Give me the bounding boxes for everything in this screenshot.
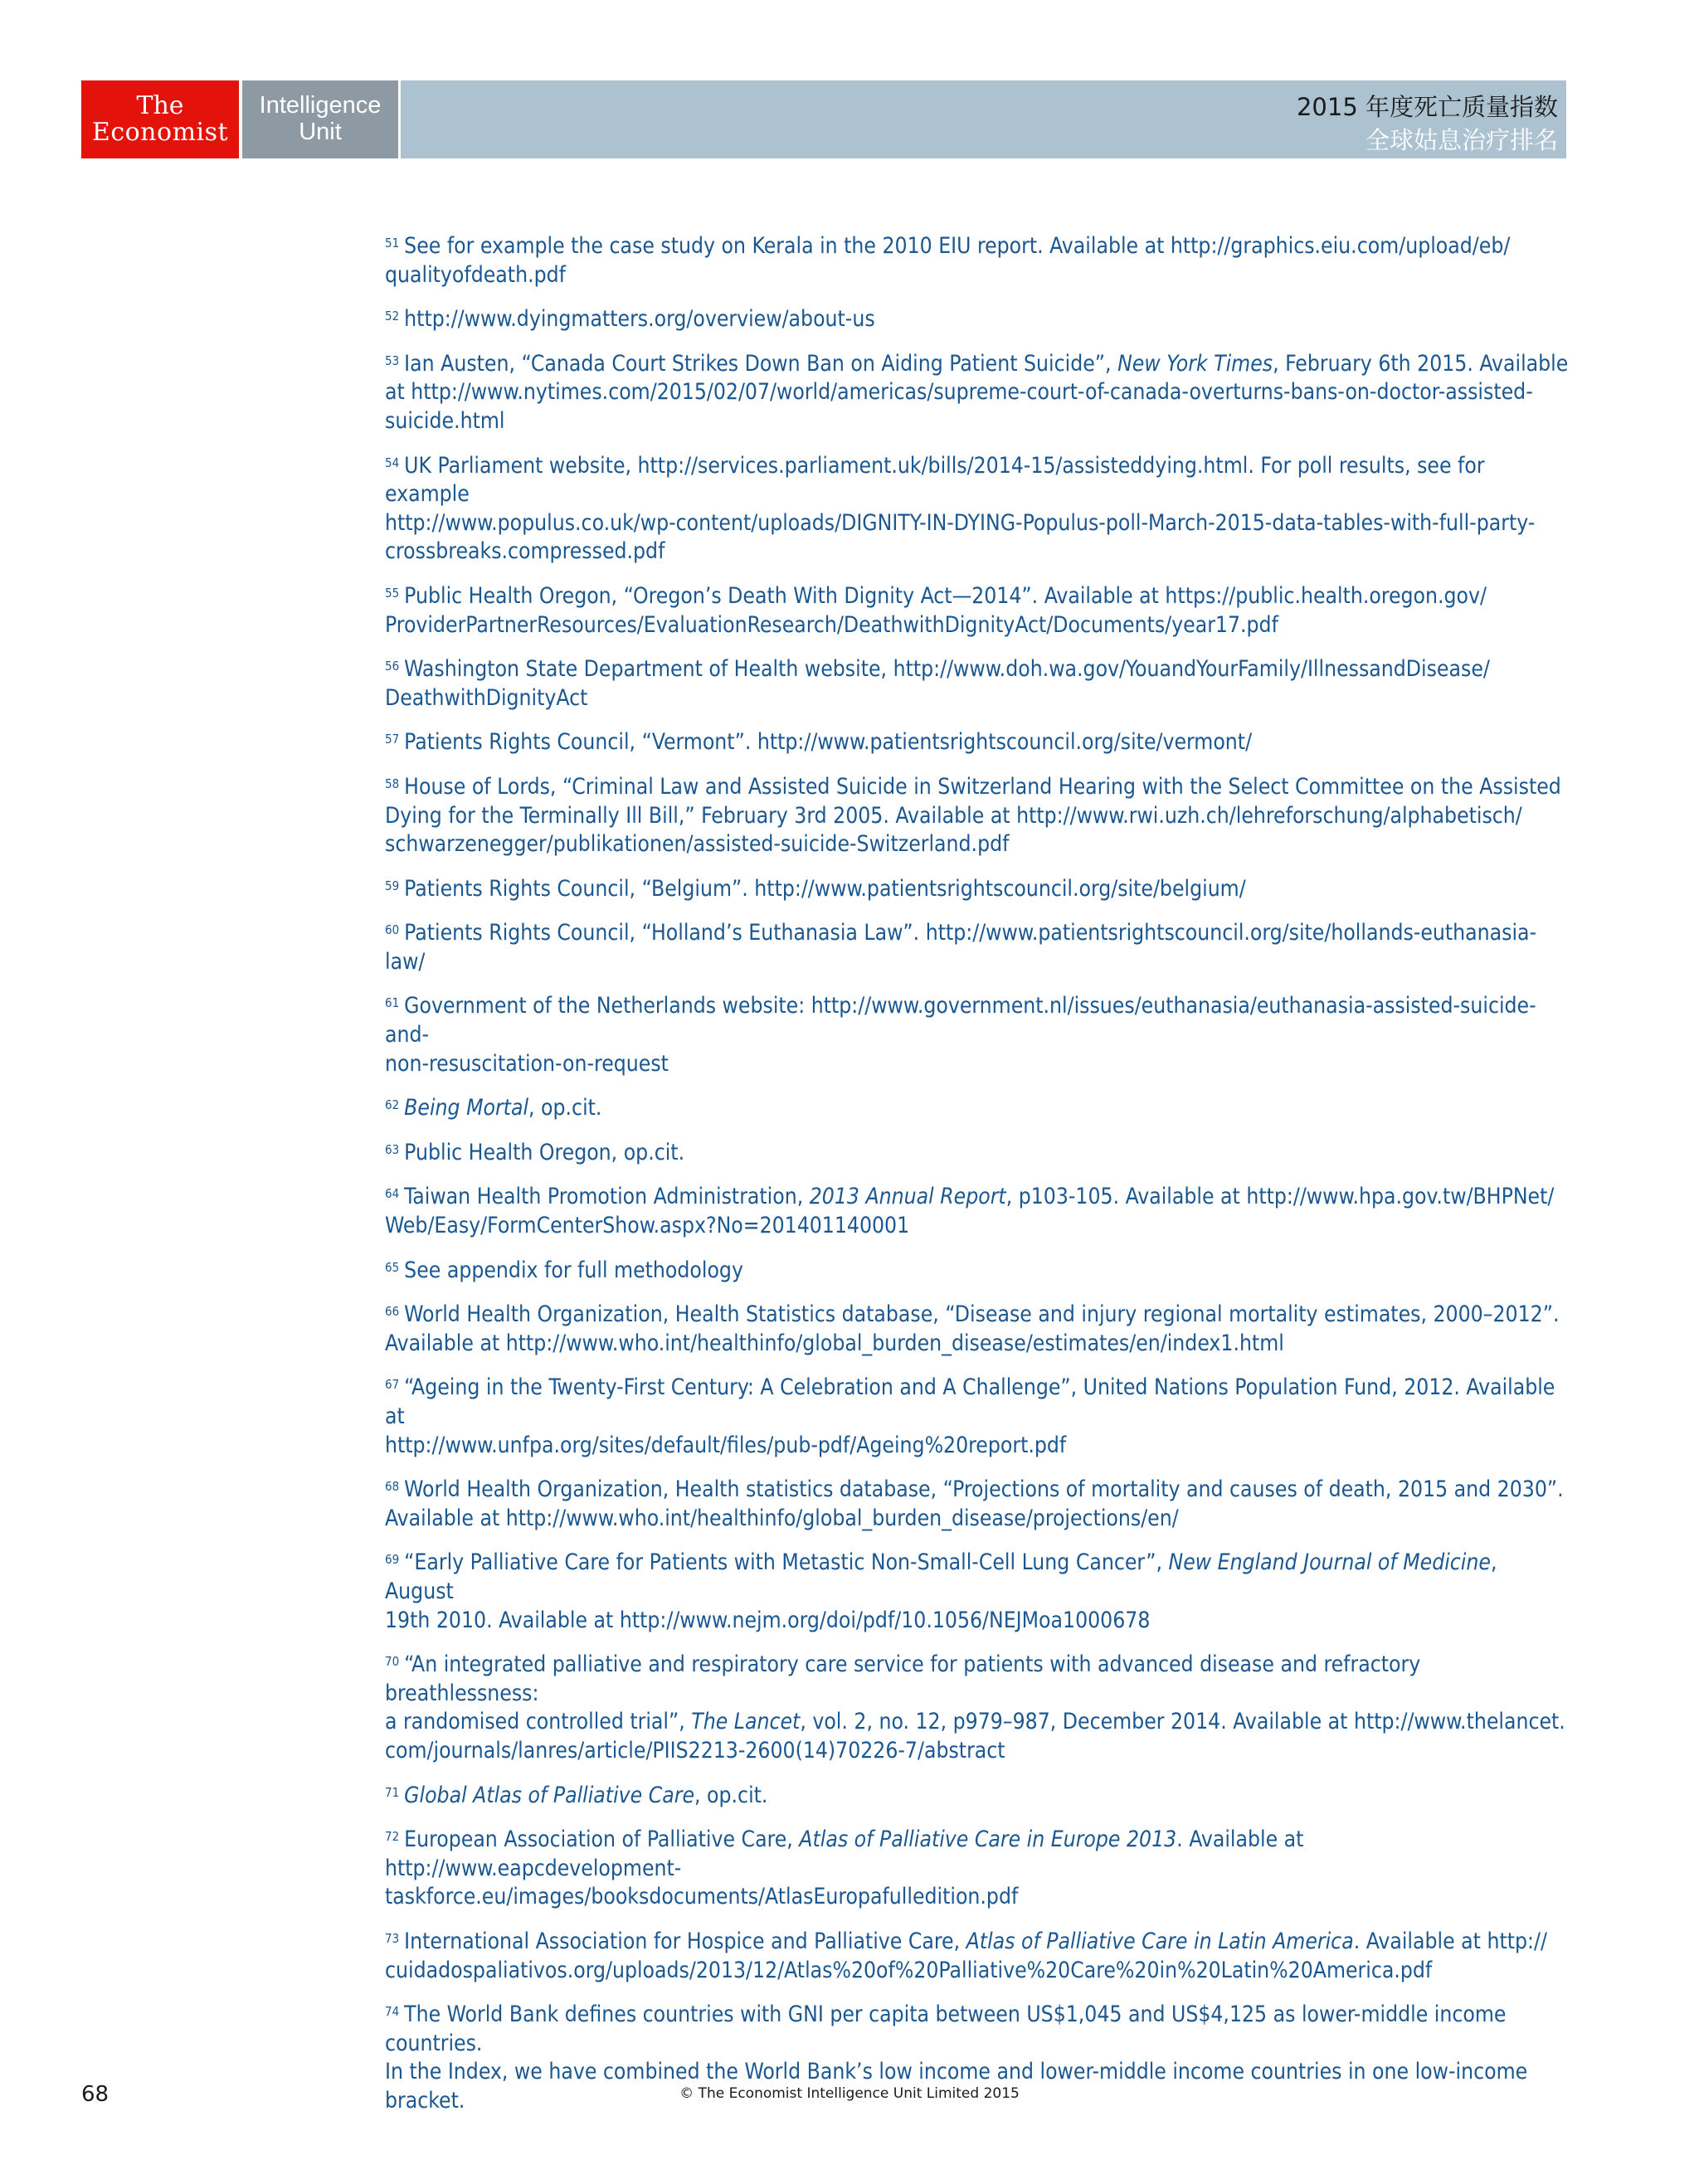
- endnote-text: http://www.populus.co.uk/wp-content/uploads/DIGNITY-IN-DYING-Populus-poll-March-2015-data-tables-with-full-party-: [385, 510, 1536, 536]
- endnote-text: http://www.unfpa.org/sites/default/files/pub-pdf/Ageing%20report.pdf: [385, 1432, 1067, 1458]
- endnote-text: Government of the Netherlands website: http://www.government.nl/issues/euthanasia/euthanasia-assisted-suicide-and-: [385, 994, 1536, 1048]
- endnote-text: , February 6th 2015. Available: [1273, 351, 1569, 377]
- endnote-69: [385, 1549, 1571, 1635]
- endnotes-list: [385, 232, 1571, 2131]
- endnote-title-italic: Atlas of Palliative Care in Latin America: [966, 1929, 1354, 1954]
- endnote-58: [385, 773, 1571, 859]
- logo-intelligence: Intelligence: [259, 92, 382, 119]
- endnote-number: 62: [385, 1097, 400, 1113]
- endnote-text: . Available at http://: [1353, 1929, 1547, 1954]
- endnote-text: schwarzenegger/publikationen/assisted-suicide-Switzerland.pdf: [385, 832, 1010, 858]
- copyright-notice: © The Economist Intelligence Unit Limited 2015: [679, 2085, 1020, 2102]
- endnote-number: 68: [385, 1479, 400, 1495]
- endnote-number: 60: [385, 922, 400, 938]
- endnote-text: See for example the case study on Kerala in the 2010 EIU report. Available at http://graphics.eiu.com/upload/eb/: [404, 234, 1511, 259]
- endnote-title-italic: Global Atlas of Palliative Care: [404, 1783, 695, 1808]
- endnote-number: 70: [385, 1654, 400, 1670]
- logo-economist: Economist: [91, 118, 229, 147]
- endnote-64: [385, 1183, 1571, 1240]
- endnote-number: 71: [385, 1784, 400, 1800]
- endnote-text: In the Index, we have combined the World Bank’s low income and lower-middle income countries in one low-income: [385, 2060, 1528, 2085]
- endnote-text: World Health Organization, Health statistics database, “Projections of mortality and causes of death, 2015 and 2030”.: [404, 1477, 1564, 1503]
- endnote-number: 61: [385, 995, 400, 1011]
- endnote-text: World Health Organization, Health Statistics database, “Disease and injury regional mortality estimates, 2000–2012”.: [404, 1302, 1560, 1328]
- endnote-number: 64: [385, 1186, 400, 1202]
- endnote-number: 73: [385, 1930, 400, 1946]
- endnote-text: , vol. 2, no. 12, p979–987, December 2014. Available at http://www.thelancet.: [800, 1710, 1565, 1735]
- endnote-text: Patients Rights Council, “Vermont”. http://www.patientsrightscouncil.org/site/vermont/: [404, 730, 1253, 756]
- endnote-text: International Association for Hospice and Palliative Care,: [404, 1929, 966, 1954]
- page-header: [81, 80, 1566, 158]
- report-subtitle: 全球姑息治疗排名: [1365, 126, 1558, 154]
- endnote-text: qualityofdeath.pdf: [385, 262, 566, 288]
- report-title: 2015 年度死亡质量指数: [1296, 93, 1558, 121]
- endnote-text: Available at http://www.who.int/healthinfo/global_burden_disease/projections/en/: [385, 1505, 1179, 1531]
- endnote-67: [385, 1374, 1571, 1460]
- endnote-number: 52: [385, 309, 400, 324]
- endnote-text: , op.cit.: [528, 1096, 602, 1121]
- endnote-text: bracket.: [385, 2088, 465, 2113]
- endnote-63: [385, 1139, 1571, 1168]
- endnote-number: 74: [385, 2004, 400, 2020]
- endnote-text: Patients Rights Council, “Holland’s Euthanasia Law”. http://www.patientsrightscouncil.org/site/hollands-euthanasia-law/: [385, 921, 1537, 975]
- endnote-text: Web/Easy/FormCenterShow.aspx?No=201401140001: [385, 1214, 910, 1239]
- endnote-text: http://www.dyingmatters.org/overview/about-us: [404, 307, 875, 333]
- endnote-text: at http://www.nytimes.com/2015/02/07/world/americas/supreme-court-of-canada-overturns-bans-on-doctor-assisted-: [385, 380, 1533, 406]
- endnote-56: [385, 655, 1571, 713]
- endnote-number: 55: [385, 585, 400, 601]
- endnote-text: Public Health Oregon, “Oregon’s Death With Dignity Act—2014”. Available at https://public.health.oregon.gov/: [404, 583, 1487, 609]
- endnote-number: 59: [385, 878, 400, 893]
- endnote-text: Available at http://www.who.int/healthinfo/global_burden_disease/estimates/en/index1.html: [385, 1330, 1284, 1356]
- endnote-number: 67: [385, 1377, 400, 1393]
- endnote-text: Ian Austen, “Canada Court Strikes Down Ban on Aiding Patient Suicide”,: [404, 351, 1118, 377]
- endnote-text: suicide.html: [385, 408, 505, 434]
- endnote-title-italic: The Lancet: [691, 1710, 801, 1735]
- endnote-text: Taiwan Health Promotion Administration,: [404, 1184, 810, 1210]
- endnote-number: 53: [385, 353, 400, 368]
- endnote-text: The World Bank defines countries with GNI per capita between US$1,045 and US$4,125 as lower-middle income countries.: [385, 2002, 1507, 2056]
- header-band: [401, 80, 1566, 158]
- endnote-number: 69: [385, 1552, 400, 1568]
- endnote-text: . Available at http://www.eapcdevelopment-: [385, 1827, 1304, 1881]
- endnote-text: , op.cit.: [694, 1783, 768, 1808]
- endnote-72: [385, 1826, 1571, 1912]
- endnote-62: [385, 1094, 1571, 1123]
- endnote-text: DeathwithDignityAct: [385, 685, 588, 711]
- endnote-title-italic: New England Journal of Medicine: [1168, 1550, 1491, 1576]
- endnote-number: 66: [385, 1304, 400, 1320]
- endnote-71: [385, 1782, 1571, 1811]
- endnote-number: 58: [385, 776, 400, 791]
- endnote-55: [385, 582, 1571, 640]
- endnote-60: [385, 919, 1571, 976]
- endnote-57: [385, 728, 1571, 757]
- endnote-text: House of Lords, “Criminal Law and Assisted Suicide in Switzerland Hearing with the Select Committee on the Assisted: [404, 774, 1561, 800]
- endnote-title-italic: Being Mortal: [404, 1096, 529, 1121]
- endnote-text: See appendix for full methodology: [404, 1257, 743, 1283]
- endnote-68: [385, 1476, 1571, 1533]
- endnote-text: Dying for the Terminally Ill Bill,” February 3rd 2005. Available at http://www.rwi.uzh.ch/lehreforschung/alphabetisch/: [385, 803, 1522, 829]
- logo-unit: Unit: [299, 119, 342, 145]
- endnote-54: [385, 452, 1571, 567]
- endnote-number: 57: [385, 732, 400, 747]
- endnote-number: 63: [385, 1141, 400, 1157]
- endnote-text: 19th 2010. Available at http://www.nejm.org/doi/pdf/10.1056/NEJMoa1000678: [385, 1608, 1151, 1633]
- endnote-number: 51: [385, 236, 400, 251]
- endnote-text: , August: [385, 1550, 1497, 1604]
- endnote-59: [385, 875, 1571, 904]
- endnote-title-italic: Atlas of Palliative Care in Europe 2013: [799, 1827, 1177, 1853]
- endnote-text: crossbreaks.compressed.pdf: [385, 539, 665, 565]
- endnote-text: non-resuscitation-on-request: [385, 1051, 669, 1077]
- endnote-65: [385, 1257, 1571, 1286]
- intelligence-unit-logo: [242, 80, 398, 158]
- endnote-number: 65: [385, 1259, 400, 1275]
- endnote-51: [385, 232, 1571, 289]
- economist-logo: [81, 80, 239, 158]
- endnote-text: UK Parliament website, http://services.parliament.uk/bills/2014-15/assisteddying.html. For poll results, see for example: [385, 453, 1485, 508]
- endnote-text: , p103-105. Available at http://www.hpa.gov.tw/BHPNet/: [1005, 1184, 1555, 1210]
- endnote-title-italic: 2013 Annual Report: [809, 1184, 1006, 1210]
- endnote-text: Washington State Department of Health website, http://www.doh.wa.gov/YouandYourFamily/IllnessandDisease/: [404, 657, 1490, 683]
- endnote-text: com/journals/lanres/article/PIIS2213-2600(14)70226-7/abstract: [385, 1738, 1005, 1763]
- endnote-text: Patients Rights Council, “Belgium”. http://www.patientsrightscouncil.org/site/belgium/: [404, 876, 1246, 902]
- endnote-text: “Ageing in the Twenty-First Century: A Celebration and A Challenge”, United Nations Population Fund, 2012. Available at: [385, 1375, 1555, 1429]
- endnote-52: [385, 305, 1571, 334]
- endnote-number: 54: [385, 455, 400, 470]
- endnote-text: European Association of Palliative Care,: [404, 1827, 800, 1853]
- endnote-53: [385, 350, 1571, 436]
- endnote-70: [385, 1651, 1571, 1765]
- endnote-text: “Early Palliative Care for Patients with Metastic Non-Small-Cell Lung Cancer”,: [404, 1550, 1169, 1576]
- endnote-number: 56: [385, 659, 400, 674]
- endnote-number: 72: [385, 1829, 400, 1845]
- endnote-text: ProviderPartnerResources/EvaluationResearch/DeathwithDignityAct/Documents/year17.pdf: [385, 612, 1278, 638]
- endnote-text: Public Health Oregon, op.cit.: [404, 1140, 685, 1165]
- endnote-text: a randomised controlled trial”,: [385, 1710, 692, 1735]
- endnote-73: [385, 1928, 1571, 1985]
- endnote-title-italic: New York Times: [1117, 351, 1273, 377]
- page-number: 68: [81, 2082, 110, 2107]
- endnote-61: [385, 992, 1571, 1078]
- endnote-text: “An integrated palliative and respiratory care service for patients with advanced disease and refractory breathlessness:: [385, 1652, 1421, 1706]
- logo-the: The: [136, 91, 184, 120]
- endnote-text: cuidadospaliativos.org/uploads/2013/12/Atlas%20of%20Palliative%20Care%20in%20Latin%20America.pdf: [385, 1958, 1433, 1983]
- endnote-66: [385, 1301, 1571, 1358]
- endnote-text: taskforce.eu/images/booksdocuments/AtlasEuropafulledition.pdf: [385, 1885, 1019, 1910]
